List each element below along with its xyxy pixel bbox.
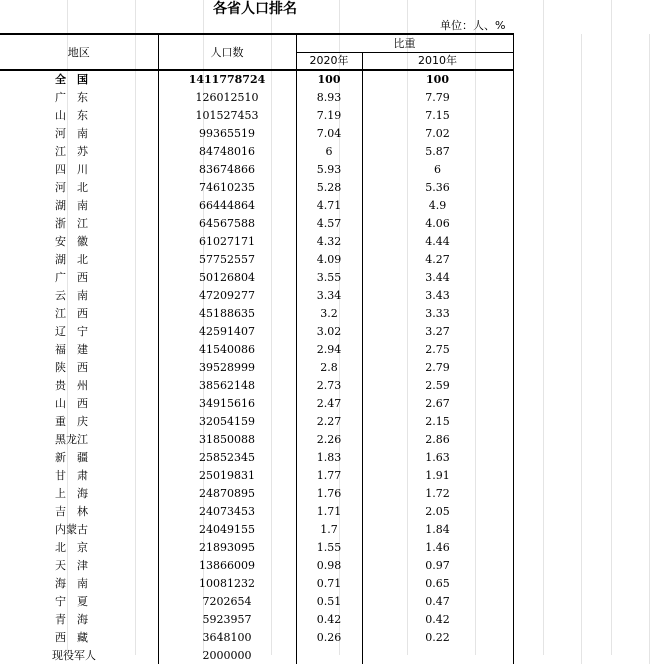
cell-ratio-2010[interactable]: 5.36 <box>362 178 513 196</box>
cell-region[interactable]: 吉 林 <box>0 502 158 520</box>
empty-cell[interactable] <box>581 412 649 430</box>
empty-cell[interactable] <box>513 484 581 502</box>
empty-cell[interactable] <box>513 376 581 394</box>
cell-ratio-2010[interactable]: 6 <box>362 160 513 178</box>
empty-cell[interactable] <box>581 592 649 610</box>
empty-cell[interactable] <box>581 358 649 376</box>
table-row <box>0 610 649 628</box>
empty-cell[interactable] <box>513 106 581 124</box>
empty-cell[interactable] <box>581 232 649 250</box>
empty-cell[interactable] <box>581 178 649 196</box>
empty-cell[interactable] <box>581 394 649 412</box>
cell-ratio-2020[interactable]: 4.57 <box>296 214 362 232</box>
empty-cell[interactable] <box>581 124 649 142</box>
cell-ratio-2010[interactable]: 2.59 <box>362 376 513 394</box>
empty-cell[interactable] <box>581 88 649 106</box>
cell-ratio-2010[interactable]: 2.79 <box>362 358 513 376</box>
cell-region[interactable]: 现役军人 <box>0 646 158 664</box>
cell-population[interactable]: 99365519 <box>158 124 296 142</box>
cell-ratio-2020[interactable]: 5.28 <box>296 178 362 196</box>
cell-ratio-2020[interactable] <box>296 646 362 664</box>
empty-cell[interactable] <box>513 502 581 520</box>
cell-ratio-2020[interactable]: 4.32 <box>296 232 362 250</box>
cell-region[interactable]: 广 东 <box>0 88 158 106</box>
cell-population[interactable]: 24870895 <box>158 484 296 502</box>
cell-region[interactable]: 海 南 <box>0 574 158 592</box>
empty-cell[interactable] <box>513 520 581 538</box>
cell-region[interactable]: 湖 北 <box>0 250 158 268</box>
empty-cell[interactable] <box>581 322 649 340</box>
cell-population[interactable]: 24049155 <box>158 520 296 538</box>
cell-region[interactable]: 江 苏 <box>0 142 158 160</box>
empty-cell[interactable] <box>513 430 581 448</box>
cell-region[interactable]: 青 海 <box>0 610 158 628</box>
empty-cell[interactable] <box>513 70 581 88</box>
cell-region[interactable]: 湖 南 <box>0 196 158 214</box>
cell-ratio-2020[interactable]: 2.27 <box>296 412 362 430</box>
cell-ratio-2020[interactable]: 1.76 <box>296 484 362 502</box>
table-row <box>0 538 649 556</box>
header-region[interactable]: 地区 <box>0 34 158 70</box>
cell-ratio-2020[interactable]: 4.71 <box>296 196 362 214</box>
empty-cell[interactable] <box>513 88 581 106</box>
population-table <box>0 33 650 664</box>
cell-ratio-2010[interactable]: 2.86 <box>362 430 513 448</box>
cell-ratio-2020[interactable]: 1.77 <box>296 466 362 484</box>
cell-ratio-2020[interactable]: 2.47 <box>296 394 362 412</box>
cell-region[interactable]: 云 南 <box>0 286 158 304</box>
table-row <box>0 502 649 520</box>
cell-region[interactable]: 新 疆 <box>0 448 158 466</box>
cell-region[interactable]: 宁 夏 <box>0 592 158 610</box>
empty-cell[interactable] <box>513 556 581 574</box>
table-row <box>0 412 649 430</box>
cell-ratio-2010[interactable]: 2.15 <box>362 412 513 430</box>
table-row <box>0 646 649 664</box>
empty-cell[interactable] <box>581 646 649 664</box>
cell-region[interactable]: 贵 州 <box>0 376 158 394</box>
table-row <box>0 304 649 322</box>
empty-cell[interactable] <box>581 214 649 232</box>
empty-cell[interactable] <box>581 628 649 646</box>
cell-ratio-2010[interactable]: 0.65 <box>362 574 513 592</box>
sheet-title: 各省人口排名 <box>213 1 297 17</box>
table-row <box>0 214 649 232</box>
cell-region[interactable]: 上 海 <box>0 484 158 502</box>
empty-cell[interactable] <box>581 304 649 322</box>
cell-ratio-2020[interactable]: 100 <box>296 70 362 88</box>
table-row <box>0 394 649 412</box>
table-row <box>0 430 649 448</box>
cell-population[interactable]: 2000000 <box>158 646 296 664</box>
empty-cell[interactable] <box>581 430 649 448</box>
cell-population[interactable]: 126012510 <box>158 88 296 106</box>
header-2020[interactable]: 2020年 <box>296 52 362 70</box>
cell-ratio-2020[interactable]: 1.83 <box>296 448 362 466</box>
cell-ratio-2010[interactable]: 100 <box>362 70 513 88</box>
cell-ratio-2020[interactable]: 2.8 <box>296 358 362 376</box>
cell-population[interactable]: 21893095 <box>158 538 296 556</box>
cell-ratio-2010[interactable]: 3.44 <box>362 268 513 286</box>
cell-ratio-2010[interactable]: 1.63 <box>362 448 513 466</box>
cell-population[interactable]: 50126804 <box>158 268 296 286</box>
cell-region[interactable]: 四 川 <box>0 160 158 178</box>
empty-cell[interactable] <box>581 70 649 88</box>
cell-ratio-2020[interactable]: 3.02 <box>296 322 362 340</box>
cell-population[interactable]: 42591407 <box>158 322 296 340</box>
cell-population[interactable]: 31850088 <box>158 430 296 448</box>
cell-region[interactable]: 西 藏 <box>0 628 158 646</box>
cell-population[interactable]: 66444864 <box>158 196 296 214</box>
cell-ratio-2020[interactable]: 0.42 <box>296 610 362 628</box>
table-row <box>0 124 649 142</box>
cell-ratio-2010[interactable]: 7.15 <box>362 106 513 124</box>
cell-population[interactable]: 7202654 <box>158 592 296 610</box>
cell-population[interactable]: 13866009 <box>158 556 296 574</box>
cell-ratio-2010[interactable]: 3.27 <box>362 322 513 340</box>
cell-population[interactable]: 38562148 <box>158 376 296 394</box>
empty-cell[interactable] <box>581 160 649 178</box>
empty-cell[interactable] <box>513 628 581 646</box>
empty-cell[interactable] <box>513 286 581 304</box>
cell-population[interactable]: 61027171 <box>158 232 296 250</box>
cell-population[interactable]: 74610235 <box>158 178 296 196</box>
cell-population[interactable]: 84748016 <box>158 142 296 160</box>
table-row <box>0 520 649 538</box>
cell-region[interactable]: 福 建 <box>0 340 158 358</box>
table-row <box>0 160 649 178</box>
cell-region[interactable]: 山 西 <box>0 394 158 412</box>
cell-population[interactable]: 64567588 <box>158 214 296 232</box>
cell-region[interactable]: 河 南 <box>0 124 158 142</box>
table-row <box>0 70 649 88</box>
cell-population[interactable]: 1411778724 <box>158 70 296 88</box>
table-row <box>0 340 649 358</box>
table-row <box>0 358 649 376</box>
cell-population[interactable]: 34915616 <box>158 394 296 412</box>
table-row <box>0 286 649 304</box>
cell-ratio-2020[interactable]: 4.09 <box>296 250 362 268</box>
cell-region[interactable]: 安 徽 <box>0 232 158 250</box>
table-row <box>0 178 649 196</box>
cell-region[interactable]: 山 东 <box>0 106 158 124</box>
cell-ratio-2010[interactable]: 0.22 <box>362 628 513 646</box>
table-row <box>0 484 649 502</box>
empty-cell[interactable] <box>513 592 581 610</box>
cell-ratio-2020[interactable]: 6 <box>296 142 362 160</box>
cell-ratio-2010[interactable]: 4.9 <box>362 196 513 214</box>
table-row <box>0 268 649 286</box>
cell-ratio-2010[interactable]: 2.75 <box>362 340 513 358</box>
empty-cell[interactable] <box>581 520 649 538</box>
cell-ratio-2010[interactable]: 0.42 <box>362 610 513 628</box>
empty-cell[interactable] <box>513 466 581 484</box>
cell-ratio-2010[interactable]: 7.79 <box>362 88 513 106</box>
empty-cell[interactable] <box>581 106 649 124</box>
cell-ratio-2020[interactable]: 8.93 <box>296 88 362 106</box>
cell-ratio-2010[interactable]: 5.87 <box>362 142 513 160</box>
empty-cell[interactable] <box>581 340 649 358</box>
cell-ratio-2010[interactable]: 0.47 <box>362 592 513 610</box>
empty-cell[interactable] <box>581 502 649 520</box>
cell-region[interactable]: 甘 肃 <box>0 466 158 484</box>
table-row <box>0 250 649 268</box>
cell-ratio-2020[interactable]: 3.55 <box>296 268 362 286</box>
cell-population[interactable]: 45188635 <box>158 304 296 322</box>
empty-cell[interactable] <box>513 322 581 340</box>
cell-ratio-2010[interactable]: 1.72 <box>362 484 513 502</box>
empty-cell[interactable] <box>581 538 649 556</box>
cell-region[interactable]: 浙 江 <box>0 214 158 232</box>
table-row <box>0 448 649 466</box>
empty-cell[interactable] <box>581 286 649 304</box>
cell-ratio-2020[interactable]: 2.73 <box>296 376 362 394</box>
empty-cell[interactable] <box>513 448 581 466</box>
table-row <box>0 628 649 646</box>
empty-cell[interactable] <box>513 574 581 592</box>
table-row <box>0 376 649 394</box>
cell-region[interactable]: 内蒙古 <box>0 520 158 538</box>
cell-ratio-2010[interactable]: 4.27 <box>362 250 513 268</box>
cell-population[interactable]: 24073453 <box>158 502 296 520</box>
empty-cell[interactable] <box>581 448 649 466</box>
empty-cell[interactable] <box>513 142 581 160</box>
cell-ratio-2020[interactable]: 0.71 <box>296 574 362 592</box>
cell-ratio-2010[interactable]: 0.97 <box>362 556 513 574</box>
cell-population[interactable]: 101527453 <box>158 106 296 124</box>
cell-population[interactable]: 25852345 <box>158 448 296 466</box>
empty-cell[interactable] <box>513 160 581 178</box>
cell-ratio-2020[interactable]: 3.2 <box>296 304 362 322</box>
empty-cell[interactable] <box>513 250 581 268</box>
cell-ratio-2010[interactable]: 1.84 <box>362 520 513 538</box>
table-row <box>0 196 649 214</box>
cell-region[interactable]: 广 西 <box>0 268 158 286</box>
cell-ratio-2020[interactable]: 0.98 <box>296 556 362 574</box>
empty-cell[interactable] <box>513 268 581 286</box>
cell-ratio-2010[interactable]: 1.46 <box>362 538 513 556</box>
cell-ratio-2010[interactable]: 2.05 <box>362 502 513 520</box>
empty-cell[interactable] <box>513 538 581 556</box>
header-2010[interactable]: 2010年 <box>362 52 513 70</box>
empty-cell[interactable] <box>513 178 581 196</box>
empty-cell[interactable] <box>581 484 649 502</box>
cell-population[interactable]: 83674866 <box>158 160 296 178</box>
empty-cell[interactable] <box>581 268 649 286</box>
cell-region[interactable]: 天 津 <box>0 556 158 574</box>
cell-population[interactable]: 41540086 <box>158 340 296 358</box>
cell-population[interactable]: 5923957 <box>158 610 296 628</box>
empty-cell[interactable] <box>513 214 581 232</box>
cell-ratio-2010[interactable]: 3.43 <box>362 286 513 304</box>
cell-ratio-2020[interactable]: 3.34 <box>296 286 362 304</box>
cell-region[interactable]: 河 北 <box>0 178 158 196</box>
cell-ratio-2020[interactable]: 1.71 <box>296 502 362 520</box>
cell-ratio-2010[interactable] <box>362 646 513 664</box>
cell-ratio-2020[interactable]: 2.26 <box>296 430 362 448</box>
cell-ratio-2020[interactable]: 1.55 <box>296 538 362 556</box>
empty-cell[interactable] <box>513 394 581 412</box>
cell-ratio-2010[interactable]: 1.91 <box>362 466 513 484</box>
table-row <box>0 466 649 484</box>
empty-cell[interactable] <box>513 610 581 628</box>
cell-ratio-2010[interactable]: 4.06 <box>362 214 513 232</box>
table-row <box>0 232 649 250</box>
table-row <box>0 556 649 574</box>
cell-ratio-2010[interactable]: 4.44 <box>362 232 513 250</box>
empty-cell[interactable] <box>513 124 581 142</box>
table-row <box>0 88 649 106</box>
table-row <box>0 142 649 160</box>
cell-ratio-2020[interactable]: 2.94 <box>296 340 362 358</box>
empty-cell[interactable] <box>513 412 581 430</box>
cell-region[interactable]: 陕 西 <box>0 358 158 376</box>
cell-ratio-2010[interactable]: 2.67 <box>362 394 513 412</box>
header-population[interactable]: 人口数 <box>158 34 296 70</box>
cell-region[interactable]: 辽 宁 <box>0 322 158 340</box>
cell-ratio-2020[interactable]: 5.93 <box>296 160 362 178</box>
cell-ratio-2010[interactable]: 7.02 <box>362 124 513 142</box>
cell-region[interactable]: 重 庆 <box>0 412 158 430</box>
cell-ratio-2020[interactable]: 0.51 <box>296 592 362 610</box>
cell-region[interactable]: 江 西 <box>0 304 158 322</box>
cell-population[interactable]: 3648100 <box>158 628 296 646</box>
empty-cell[interactable] <box>581 574 649 592</box>
table-row <box>0 574 649 592</box>
empty-cell[interactable] <box>581 610 649 628</box>
cell-population[interactable]: 39528999 <box>158 358 296 376</box>
cell-region[interactable]: 北 京 <box>0 538 158 556</box>
empty-cell[interactable] <box>513 358 581 376</box>
table-row <box>0 592 649 610</box>
table-row <box>0 106 649 124</box>
table-row <box>0 322 649 340</box>
empty-cell[interactable] <box>581 250 649 268</box>
cell-ratio-2020[interactable]: 7.19 <box>296 106 362 124</box>
cell-population[interactable]: 25019831 <box>158 466 296 484</box>
empty-cell[interactable] <box>581 376 649 394</box>
empty-cell[interactable] <box>581 196 649 214</box>
cell-region[interactable]: 黑龙江 <box>0 430 158 448</box>
cell-region[interactable]: 全 国 <box>0 70 158 88</box>
cell-ratio-2010[interactable]: 3.33 <box>362 304 513 322</box>
empty-cell[interactable] <box>513 304 581 322</box>
empty-cell[interactable] <box>513 232 581 250</box>
cell-population[interactable]: 10081232 <box>158 574 296 592</box>
cell-ratio-2020[interactable]: 7.04 <box>296 124 362 142</box>
cell-ratio-2020[interactable]: 0.26 <box>296 628 362 646</box>
cell-population[interactable]: 32054159 <box>158 412 296 430</box>
empty-cell[interactable] <box>513 196 581 214</box>
cell-ratio-2020[interactable]: 1.7 <box>296 520 362 538</box>
empty-cell[interactable] <box>513 340 581 358</box>
empty-cell[interactable] <box>581 556 649 574</box>
empty-cell[interactable] <box>513 646 581 664</box>
empty-cell[interactable] <box>581 466 649 484</box>
unit-label: 单位：人、% <box>440 19 506 32</box>
cell-population[interactable]: 57752557 <box>158 250 296 268</box>
header-ratio[interactable]: 比重 <box>296 34 513 52</box>
empty-cell[interactable] <box>581 142 649 160</box>
cell-population[interactable]: 47209277 <box>158 286 296 304</box>
